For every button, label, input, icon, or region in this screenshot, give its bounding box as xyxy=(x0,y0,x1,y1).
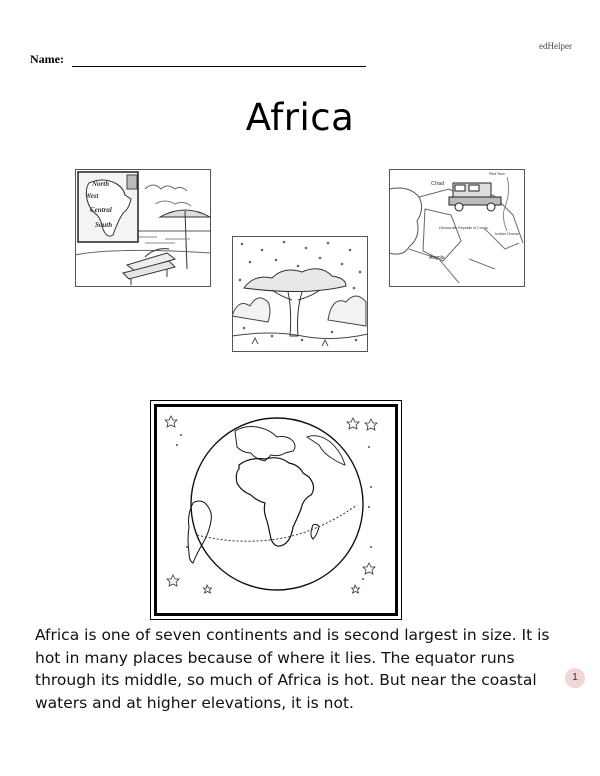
map-label-south: South xyxy=(95,221,113,229)
intro-paragraph: Africa is one of seven continents and is second largest in size. It is hot in many places because of where it lies. The equator runs through its middle, so much of Africa is hot. But near the coastal waters and at higher elevations, it is not. xyxy=(35,626,550,712)
map-label-chad: Chad xyxy=(431,181,445,187)
safari-map-picture xyxy=(389,169,525,287)
globe-picture xyxy=(154,404,398,616)
map-label-red-sea: Red Sea xyxy=(489,171,505,176)
map-label-west: West xyxy=(85,192,99,200)
map-label-angola: Angola xyxy=(429,255,445,261)
acacia-rain-picture xyxy=(232,236,368,352)
brand-label: edHelper xyxy=(539,41,572,51)
page-title: Africa xyxy=(245,96,355,139)
name-label: Name: xyxy=(30,52,64,66)
map-label-drc: Democratic Republic of Congo xyxy=(439,226,488,230)
beach-map-picture xyxy=(75,169,211,287)
map-label-indian-ocean: Indian Ocean xyxy=(495,231,519,236)
name-field xyxy=(30,52,366,67)
map-label-central: Central xyxy=(90,206,112,214)
page-number-badge: 1 xyxy=(565,668,585,688)
map-label-north: North xyxy=(92,180,110,188)
name-line[interactable] xyxy=(72,54,366,67)
